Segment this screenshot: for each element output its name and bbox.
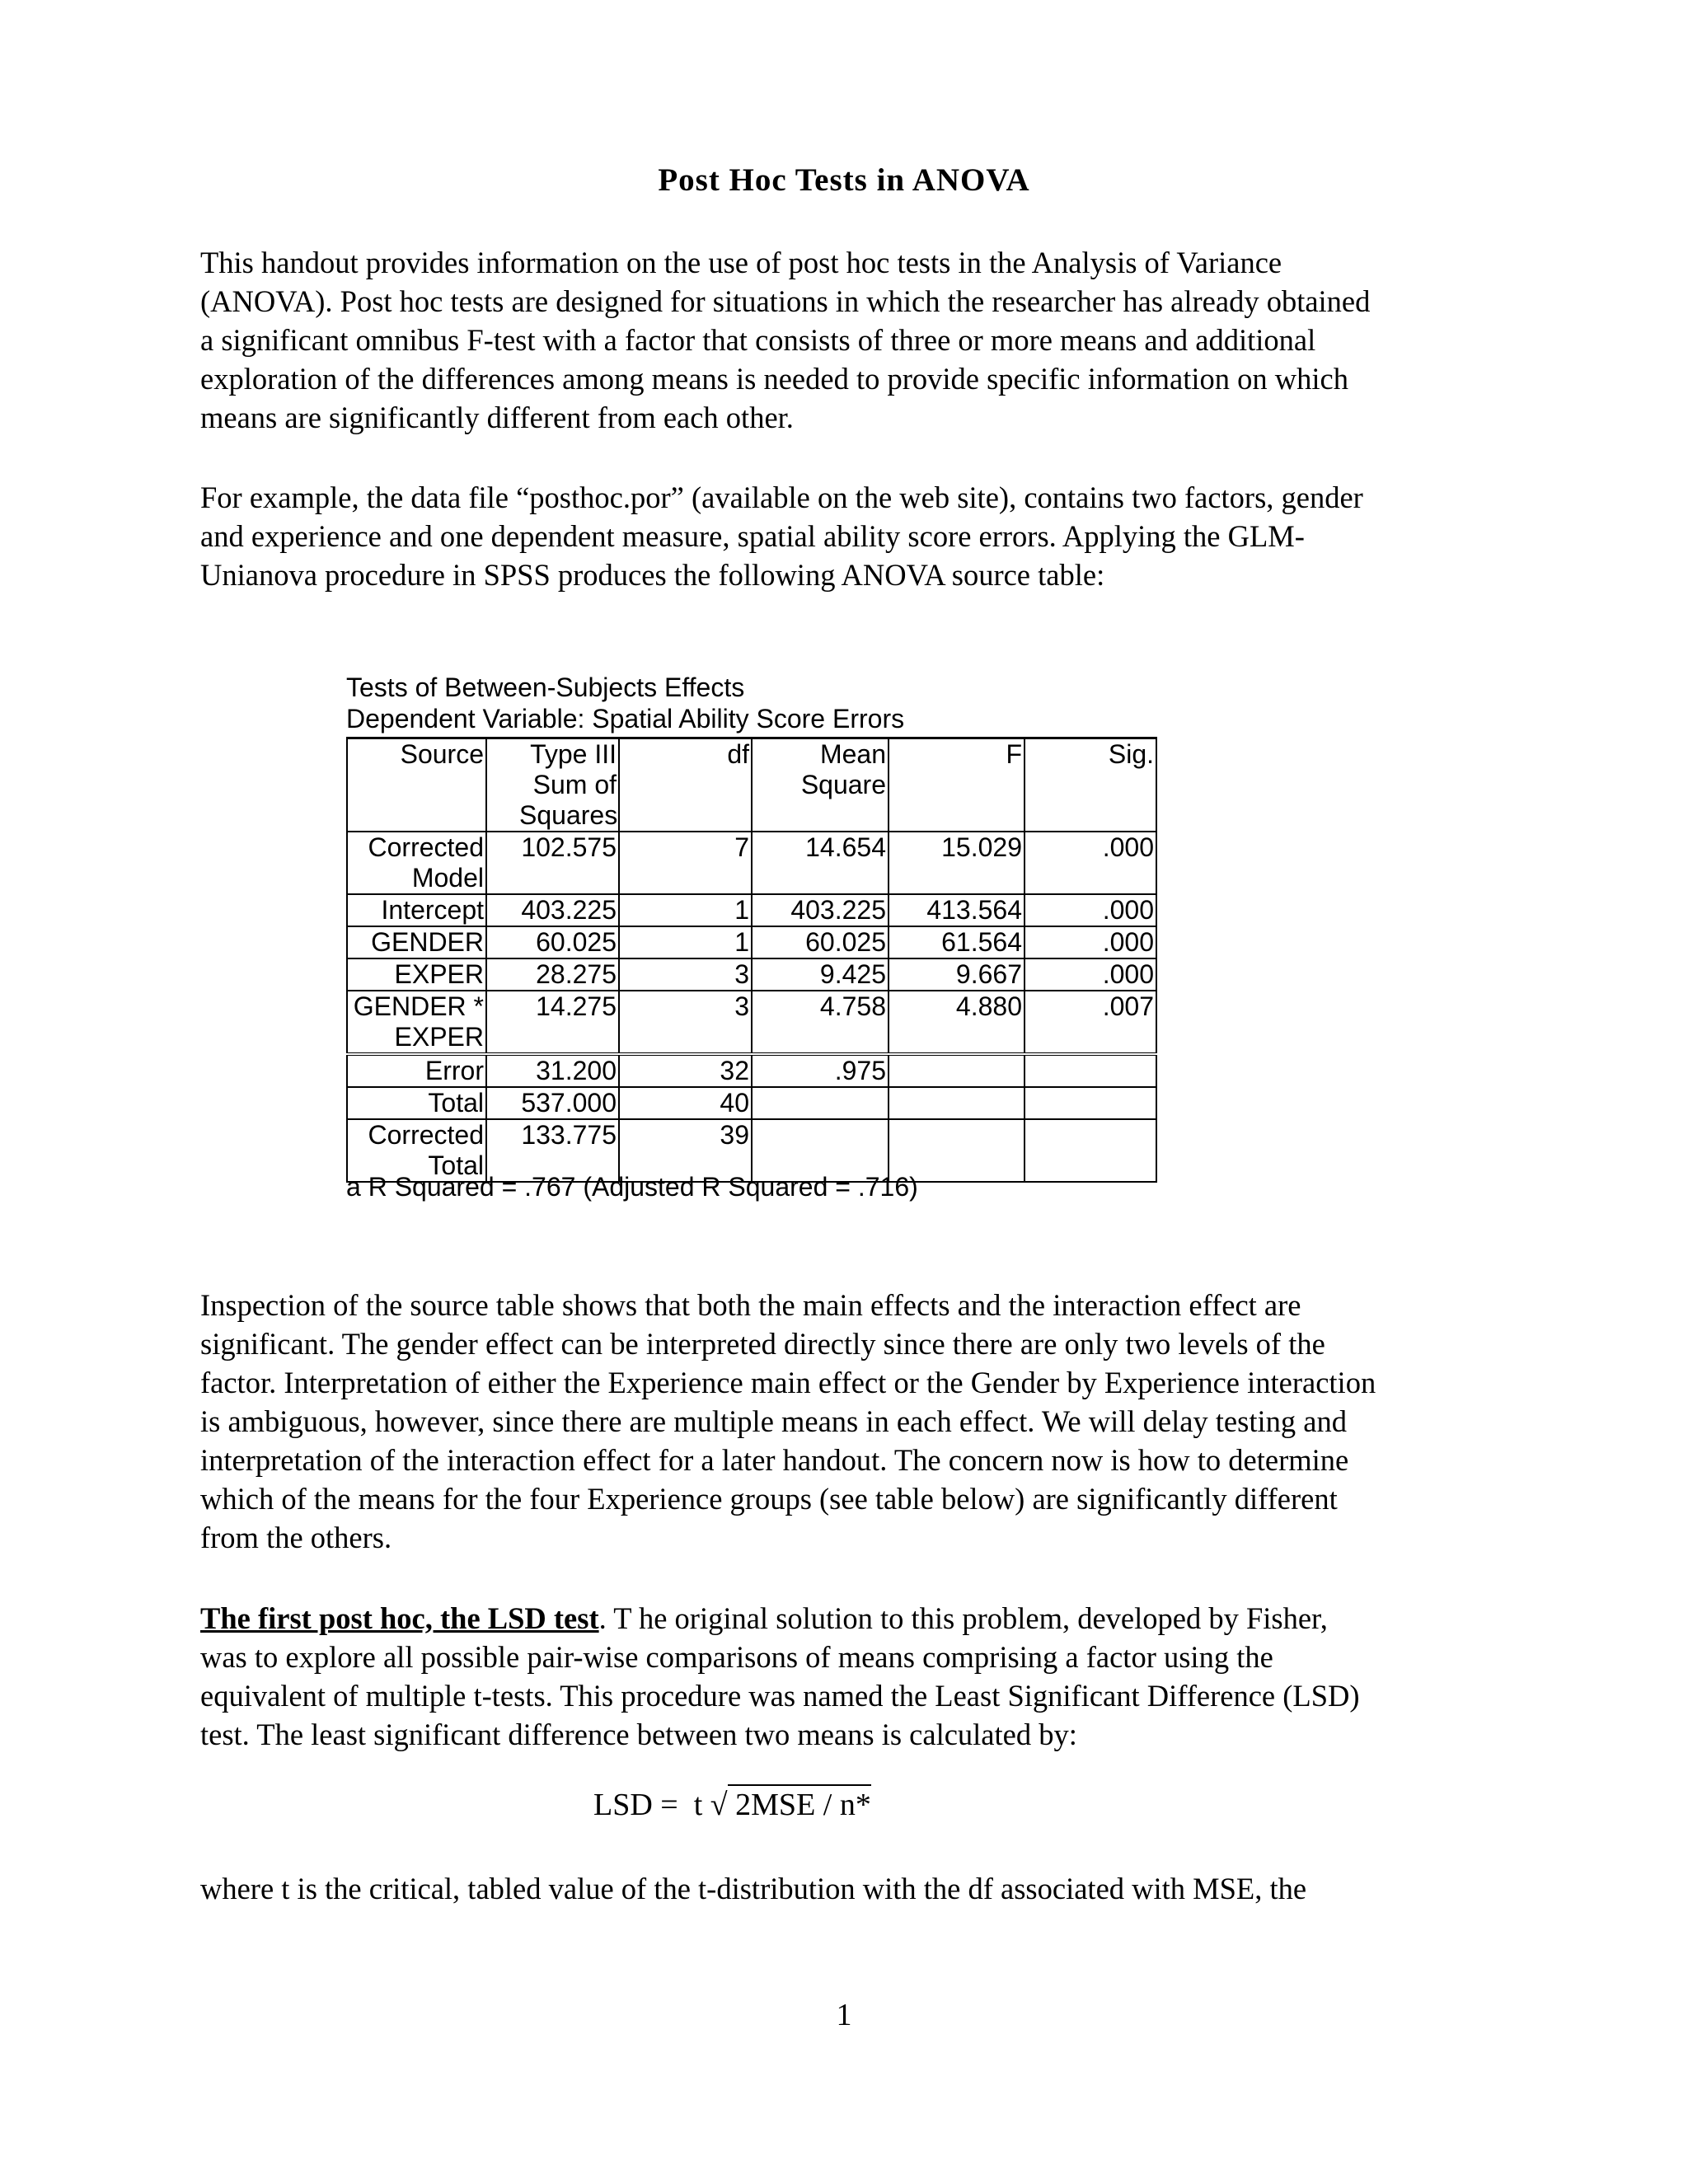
cell-source: Intercept bbox=[347, 894, 486, 926]
paragraph-line: is ambiguous, however, since there are multiple means in each effect. We will delay testing and bbox=[200, 1404, 1347, 1438]
table-row bbox=[347, 1087, 1156, 1119]
paragraph-line bbox=[200, 1599, 1519, 1638]
inspection-paragraph bbox=[200, 1286, 1519, 1557]
cell-f bbox=[889, 1087, 1025, 1119]
cell-ss: 14.275 bbox=[486, 991, 619, 1054]
where-paragraph bbox=[200, 1869, 1519, 1908]
table-row bbox=[347, 832, 1156, 894]
cell-sig bbox=[1025, 1054, 1156, 1087]
radical-sign: √ bbox=[710, 1788, 728, 1822]
cell-df: 3 bbox=[619, 958, 752, 991]
table-row bbox=[347, 894, 1156, 926]
header-source: Source bbox=[347, 738, 486, 832]
paragraph-line: interpretation of the interaction effect for a later handout. The concern now is how to determine bbox=[200, 1443, 1349, 1477]
paragraph-line: a significant omnibus F-test with a factor that consists of three or more means and additional bbox=[200, 323, 1316, 357]
cell-f: 61.564 bbox=[889, 926, 1025, 958]
paragraph-line: Inspection of the source table shows that both the main effects and the interaction effect are bbox=[200, 1288, 1301, 1322]
cell-sig bbox=[1025, 1119, 1156, 1182]
formula-radicand: 2MSE / n* bbox=[728, 1784, 871, 1822]
cell-f: 4.880 bbox=[889, 991, 1025, 1054]
header-sum-of-squares bbox=[486, 738, 619, 832]
cell-ss: 31.200 bbox=[486, 1054, 619, 1087]
cell-df: 32 bbox=[619, 1054, 752, 1087]
cell-ss: 102.575 bbox=[486, 832, 619, 894]
cell-source: Corrected Model bbox=[347, 832, 486, 894]
header-df: df bbox=[619, 738, 752, 832]
paragraph-line: (ANOVA). Post hoc tests are designed for situations in which the researcher has already obtained bbox=[200, 284, 1371, 318]
cell-f bbox=[889, 1054, 1025, 1087]
cell-f: 15.029 bbox=[889, 832, 1025, 894]
section-heading: The first post hoc, the LSD test bbox=[200, 1601, 599, 1635]
page-title: Post Hoc Tests in ANOVA bbox=[658, 162, 1030, 198]
cell-df: 3 bbox=[619, 991, 752, 1054]
cell-df: 1 bbox=[619, 894, 752, 926]
cell-sig: .000 bbox=[1025, 926, 1156, 958]
paragraph-line: where t is the critical, tabled value of the t-distribution with the df associated with MSE, the bbox=[200, 1872, 1307, 1905]
cell-df: 40 bbox=[619, 1087, 752, 1119]
cell-sig: .007 bbox=[1025, 991, 1156, 1054]
paragraph-line: was to explore all possible pair-wise comparisons of means comprising a factor using the bbox=[200, 1640, 1273, 1674]
cell-ms: 14.654 bbox=[752, 832, 889, 894]
heading-line-rest: . T he original solution to this problem, developed by Fisher, bbox=[598, 1601, 1328, 1635]
formula-lhs: LSD = t bbox=[593, 1788, 710, 1822]
paragraph-line: test. The least significant difference between two means is calculated by: bbox=[200, 1718, 1077, 1751]
table-header-row bbox=[347, 738, 1156, 832]
paragraph-line: This handout provides information on the use of post hoc tests in the Analysis of Variance bbox=[200, 246, 1282, 279]
cell-ms: 403.225 bbox=[752, 894, 889, 926]
cell-df: 7 bbox=[619, 832, 752, 894]
cell-source: GENDER * EXPER bbox=[347, 991, 486, 1054]
cell-sig bbox=[1025, 1087, 1156, 1119]
cell-f: 413.564 bbox=[889, 894, 1025, 926]
cell-source: Corrected Total bbox=[347, 1119, 486, 1182]
cell-ms: .975 bbox=[752, 1054, 889, 1087]
table-footnote: a R Squared = .767 (Adjusted R Squared = .716) bbox=[346, 1172, 918, 1202]
cell-ss: 60.025 bbox=[486, 926, 619, 958]
paragraph-line: equivalent of multiple t-tests. This procedure was named the Least Significant Difference (LSD) bbox=[200, 1679, 1360, 1713]
cell-sig: .000 bbox=[1025, 958, 1156, 991]
table-row bbox=[347, 958, 1156, 991]
cell-ss: 537.000 bbox=[486, 1087, 619, 1119]
cell-ms: 60.025 bbox=[752, 926, 889, 958]
lsd-formula bbox=[593, 1787, 871, 1823]
paragraph-line: factor. Interpretation of either the Experience main effect or the Gender by Experience interaction bbox=[200, 1366, 1376, 1399]
cell-source: Error bbox=[347, 1054, 486, 1087]
header-f: F bbox=[889, 738, 1025, 832]
table-title: Tests of Between-Subjects Effects bbox=[346, 673, 745, 702]
paragraph-line: means are significantly different from each other. bbox=[200, 401, 794, 434]
header-sig: Sig. bbox=[1025, 738, 1156, 832]
table-dependent-variable: Dependent Variable: Spatial Ability Score Errors bbox=[346, 704, 905, 733]
table-row bbox=[347, 926, 1156, 958]
example-paragraph bbox=[200, 478, 1519, 594]
paragraph-line: significant. The gender effect can be interpreted directly since there are only two levels of the bbox=[200, 1327, 1325, 1361]
lsd-paragraph bbox=[200, 1599, 1519, 1754]
cell-df: 39 bbox=[619, 1119, 752, 1182]
page-number: 1 bbox=[836, 1998, 852, 2032]
cell-ms bbox=[752, 1087, 889, 1119]
cell-source: EXPER bbox=[347, 958, 486, 991]
paragraph-line: which of the means for the four Experience groups (see table below) are significantly different bbox=[200, 1482, 1338, 1516]
cell-sig: .000 bbox=[1025, 894, 1156, 926]
cell-ss: 28.275 bbox=[486, 958, 619, 991]
cell-ms: 4.758 bbox=[752, 991, 889, 1054]
cell-ss: 133.775 bbox=[486, 1119, 619, 1182]
header-mean-square bbox=[752, 738, 889, 832]
header-ms-label: Mean Square bbox=[800, 739, 886, 799]
paragraph-line: exploration of the differences among means is needed to provide specific information on which bbox=[200, 362, 1348, 396]
cell-sig: .000 bbox=[1025, 832, 1156, 894]
cell-ss: 403.225 bbox=[486, 894, 619, 926]
cell-f: 9.667 bbox=[889, 958, 1025, 991]
paragraph-line: from the others. bbox=[200, 1521, 392, 1554]
cell-source: GENDER bbox=[347, 926, 486, 958]
paragraph-line: Unianova procedure in SPSS produces the following ANOVA source table: bbox=[200, 558, 1105, 592]
square-root bbox=[710, 1787, 871, 1823]
cell-df: 1 bbox=[619, 926, 752, 958]
intro-paragraph bbox=[200, 243, 1519, 437]
paragraph-line: and experience and one dependent measure, spatial ability score errors. Applying the GLM- bbox=[200, 519, 1305, 553]
table-row bbox=[347, 991, 1156, 1054]
header-ss-label: Type III Sum of Squares bbox=[519, 739, 618, 830]
table-row bbox=[347, 1054, 1156, 1087]
cell-ms: 9.425 bbox=[752, 958, 889, 991]
cell-source: Total bbox=[347, 1087, 486, 1119]
paragraph-line: For example, the data file “posthoc.por” (available on the web site), contains two factors, gender bbox=[200, 480, 1363, 514]
anova-source-table bbox=[346, 737, 1157, 1183]
